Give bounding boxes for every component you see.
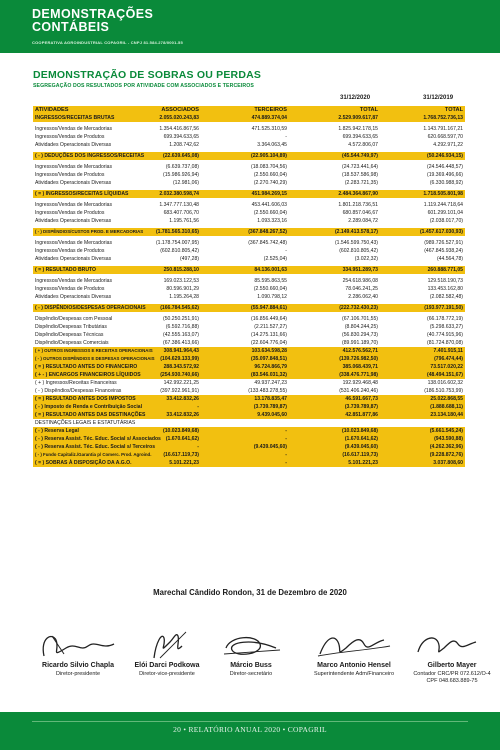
row-label: INGRESSOS/RECEITAS BRUTAS [35,115,115,121]
col-third-parties: 1.090.798,12 [257,294,287,300]
col-third-parties: (2.270.740,29) [253,180,287,186]
table-row [33,133,465,141]
row-label: ( - ) DISPÊNDIOS/CUSTOS PROD. E MERCADORIAS [35,229,144,234]
col-total-2020: (3.022,32) [354,256,378,262]
row-label: ( - ) Reserva Assist. Téc. Educ. Social s/ Terceiros [35,444,156,450]
table-row-highlight [33,266,465,274]
col-total-2019: (44.564,78) [436,256,463,262]
col-third-parties: (133.483.278,55) [248,388,287,394]
col-total-2019: (9.228.872,76) [429,452,463,458]
col-third-parties: - [285,436,287,442]
table-row-highlight [33,451,465,459]
table-row [33,315,465,323]
col-third-parties: 85.595.863,55 [254,278,287,284]
col-total-2020: (1.546.599.750,43) [334,240,378,246]
row-label: ( + ) Ingressos/Receitas Financeiras [35,380,117,386]
table-row [33,277,465,285]
row-label: Atividades Operacionais Diversas [35,180,112,186]
row-label: Atividades Operacionais Diversas [35,142,112,148]
signatory-2-name: Elói Darci Podkowa [134,662,200,669]
row-label: ( - ) DEDUÇÕES DOS INGRESSOS/RECEITAS [35,153,145,159]
row-label: Dispêndio/Despesas com Pessoal [35,316,113,322]
col-total-2019: (467.845.938,24) [424,248,463,254]
col-third-parties: (83.546.031,32) [251,372,287,378]
col-total-2020: (139.726.982,50) [339,356,378,362]
col-associates: (10.023.849,68) [163,428,199,434]
col-total-2019: 1.143.791.167,21 [423,126,463,132]
signatory-1-role: Diretor-presidente [55,671,101,677]
col-total-2020: 4.572.806,07 [348,142,378,148]
signatory-3-name: Márcio Buss [230,662,272,669]
col-third-parties: 9.439.045,60 [257,412,287,418]
row-label: ( = ) RESULTADO ANTES DOS IMPOSTOS [35,396,136,402]
col-associates: 1.195.761,56 [169,218,199,224]
col-associates: (12.981,06) [172,180,199,186]
col-associates: 5.101.221,23 [169,460,199,466]
col-total-2020: 192.929.468,48 [342,380,378,386]
col-third-parties: - [285,248,287,254]
col-header-third-parties: TERCEIROS [254,107,287,113]
col-total-2019: (2.038.017,70) [429,218,463,224]
col-associates: (104.629.133,99) [160,356,199,362]
col-total-2019: (193.977.191,50) [424,305,463,311]
col-total-2019: (24.546.448,57) [427,164,463,170]
signatory-5-role: Contador CRC/PR 072.612/O-4 [413,671,491,677]
header-title-line1: DEMONSTRAÇÕES [32,7,154,21]
col-total-2020: 1.825.942.178,15 [338,126,378,132]
col-total-2019: 1.718.505.801,98 [423,191,463,197]
col-total-2019: (943.590,88) [434,436,463,442]
section-subtitle: SEGREGAÇÃO DOS RESULTADOS POR ATIVIDADE COM ASSOCIADOS E TERCEIROS [33,83,254,89]
col-total-2019: (1.888.688,11) [430,404,463,410]
col-associates: (1.178.754.007,95) [155,240,199,246]
table-row [33,209,465,217]
col-third-parties: 84.136.001,63 [254,267,287,273]
row-label: ( - ) Fundo Capitaliz./Garantia p/ Comerc. Prod. Agroind. [35,452,152,457]
col-third-parties: 1.093.323,16 [257,218,287,224]
col-associates: 1.347.777.130,48 [159,202,199,208]
table-row [33,125,465,133]
row-label: DESTINAÇÕES LEGAIS E ESTATUTÁRIAS [35,420,136,426]
col-total-2020: (89.991.189,70) [342,340,378,346]
table-header-row [33,106,465,114]
col-third-parties: - [285,134,287,140]
table-row [33,247,465,255]
row-label: Ingressos/Vendas de Produtos [35,172,105,178]
col-total-2019: 25.022.868,55 [430,396,463,402]
table-row [33,379,465,387]
col-total-2020: (602.810.805,42) [339,248,378,254]
col-total-2019: 7.401.915,11 [433,348,463,354]
col-associates: (50.250.251,91) [163,316,199,322]
col-third-parties: 451.984.269,15 [251,191,287,197]
signatory-1-name: Ricardo Silvio Chapla [42,662,114,669]
col-third-parties: 13.178.835,47 [254,396,287,402]
signatory-3-role: Diretor-secretário [229,671,273,677]
col-associates: (166.784.545,62) [160,305,199,311]
signatory-5-cpf: CPF 048.683.889-75 [426,678,478,684]
col-third-parties: 96.724.866,79 [254,364,287,370]
table-row-highlight [33,443,465,451]
col-total-2020: 254.618.986,08 [342,278,378,284]
col-third-parties: (14.275.131,66) [251,332,287,338]
col-third-parties: (22.604.776,04) [251,340,287,346]
col-total-2020: (18.537.586,98) [342,172,378,178]
col-third-parties: (2.550.660,04) [253,286,287,292]
col-total-2020: 42.851.877,86 [345,412,378,418]
col-total-2019: 73.517.020,22 [430,364,463,370]
col-associates: (67.386.413,66) [163,340,199,346]
col-total-2019: 620.668.597,70 [427,134,463,140]
header-banner [0,0,500,53]
col-total-2020: (1.670.641,62) [344,436,378,442]
col-total-2019: (50.246.934,15) [427,153,463,159]
col-third-parties: (35.097.848,51) [251,356,287,362]
table-row-highlight [33,114,465,122]
col-third-parties: 103.634.598,28 [251,348,287,354]
col-total-2020: (222.732.430,23) [339,305,378,311]
col-total-2020: 680.857.046,67 [342,210,378,216]
col-total-2019: (989.726.527,91) [424,240,463,246]
row-label: Ingressos/Vendas de Produtos [35,134,105,140]
row-label: Dispêndio/Despesas Comerciais [35,340,109,346]
col-associates: 80.596.901,29 [166,286,199,292]
col-total-2020: (45.544.749,97) [342,153,378,159]
signatory-4-name: Marco Antonio Hensel [317,662,391,669]
table-row [33,331,465,339]
col-associates: - [197,404,199,410]
table-row-highlight [33,395,465,403]
col-associates: 308.941.964,43 [163,348,199,354]
col-total-2020: (24.723.441,64) [342,164,378,170]
col-associates: 288.343.572,92 [163,364,199,370]
col-associates: 250.815.288,10 [163,267,199,273]
col-third-parties: (18.083.704,56) [251,164,287,170]
col-associates: 699.394.633,65 [163,134,199,140]
row-label: Atividades Operacionais Diversas [35,256,112,262]
row-label: Dispêndio/Despesas Tributárias [35,324,107,330]
table-row-highlight [33,304,465,312]
col-total-2019: 4.292.971,22 [433,142,463,148]
col-total-2019: (2.082.582,48) [429,294,463,300]
row-label: Atividades Operacionais Diversas [35,218,112,224]
col-total-2019: (5.298.633,27) [429,324,463,330]
col-total-2019: (186.510.753,99) [424,388,463,394]
col-associates: (602.810.805,42) [160,248,199,254]
row-label: ( = ) INGRESSOS/RECEITAS LÍQUIDAS [35,191,129,197]
table-row-highlight [33,355,465,363]
table-row-highlight [33,435,465,443]
col-total-2020: (10.023.849,68) [342,428,378,434]
col-associates: (16.617.119,73) [163,452,199,458]
col-associates: 1.195.264,28 [169,294,199,300]
row-label: Ingressos/Vendas de Produtos [35,210,105,216]
footer-text: 20 • RELATÓRIO ANUAL 2020 • COPAGRIL [173,725,327,734]
row-label: Ingressos/Vendas de Produtos [35,286,105,292]
col-total-2020: 412.576.562,71 [342,348,378,354]
col-associates: (254.930.740,66) [160,372,199,378]
col-third-parties: (2.525,04) [263,256,287,262]
col-third-parties: 471.525.310,59 [251,126,287,132]
date-2020: 31/12/2020 [340,95,371,101]
date-header [33,95,465,104]
col-third-parties: 453.441.606,03 [251,202,287,208]
header-title-line2: CONTÁBEIS [32,20,110,34]
row-label: ( - ) OUTROS DISPÊNDIOS E DESPESAS OPERACIONAIS [35,356,155,361]
table-row [33,285,465,293]
col-total-2020: 699.394.633,65 [342,134,378,140]
col-total-2020: 78.046.241,25 [345,286,378,292]
col-total-2019: 3.037.808,60 [433,460,463,466]
col-total-2019: 1.768.752.736,13 [423,115,463,121]
col-associates: (6.639.737,08) [165,164,199,170]
table-row-highlight [33,228,465,236]
col-third-parties: (2.550.660,04) [253,172,287,178]
col-total-2019: (1.457.617.030,93) [419,229,463,235]
signatory-2-role: Diretor-vice-presidente [139,671,195,677]
col-associates: (397.922.961,91) [160,388,199,394]
col-third-parties: - [285,428,287,434]
col-third-parties: (55.947.884,61) [251,305,287,311]
signatory-4-role: Superintendente Adm/Financeiro [313,671,395,677]
col-total-2019: 1.119.244.718,64 [423,202,463,208]
table-row [33,141,465,149]
row-label: ( = ) SOBRAS À DISPOSIÇÃO DA A.G.O. [35,460,132,466]
table-row [33,163,465,171]
col-total-2020: 2.529.909.617,87 [338,115,378,121]
col-associates: (1.781.565.310,65) [155,229,199,235]
row-label: ( + - ) ENCARGOS FINANCEIROS LÍQUIDOS [35,372,141,378]
col-total-2020: 46.591.667,73 [345,396,378,402]
col-total-2020: (338.476.771,98) [339,372,378,378]
table-row-highlight [33,190,465,198]
table-row [33,179,465,187]
col-associates: - [197,444,199,450]
row-label: ( - ) Reserva Assist. Téc. Educ. Social s/ Associados [35,436,161,442]
row-label: Ingressos/Vendas de Mercadorias [35,202,113,208]
col-associates: 142.992.221,25 [163,380,199,386]
col-total-2020: (3.739.789,87) [344,404,378,410]
table-row [33,339,465,347]
col-third-parties: - [285,460,287,466]
table-row-highlight [33,403,465,411]
col-associates: (42.555.163,07) [163,332,199,338]
col-third-parties: (367.848.267,52) [248,229,287,235]
col-total-2019: 601.299.101,04 [427,210,463,216]
col-total-2020: (531.406.240,46) [339,388,378,394]
table-row [33,387,465,395]
col-total-2020: (9.439.045,60) [344,444,378,450]
table-row-highlight [33,411,465,419]
col-associates: (15.986.926,94) [163,172,199,178]
col-third-parties: 474.889.374,04 [251,115,287,121]
row-label: ( = ) RESULTADO BRUTO [35,267,96,273]
table-row [33,239,465,247]
col-associates: (497,28) [180,256,199,262]
col-header-associates: ASSOCIADOS [161,107,199,113]
col-total-2020: (2.149.413.578,17) [334,229,378,235]
col-total-2019: (19.369.496,66) [427,172,463,178]
col-total-2020: (2.283.721,35) [344,180,378,186]
col-total-2020: (16.617.119,73) [342,452,378,458]
col-associates: 33.412.832,26 [166,396,199,402]
table-row [33,323,465,331]
col-third-parties: (367.845.742,48) [248,240,287,246]
col-total-2019: (81.724.870,08) [427,340,463,346]
table-row-highlight [33,152,465,160]
col-associates: 1.208.742,62 [169,142,199,148]
col-total-2020: 2.484.364.867,90 [338,191,378,197]
footer-rule [32,721,468,722]
col-header-activities: ATIVIDADES [35,107,69,113]
results-table [33,106,465,467]
signature-3 [196,628,306,662]
row-label: ( - ) Dispêndios/Despesas Financeiras [35,388,122,394]
col-associates: (22.639.645,08) [163,153,199,159]
col-total-2019: (5.661.545,24) [429,428,463,434]
col-total-2020: 1.801.218.736,51 [338,202,378,208]
col-total-2020: 5.101.221,23 [348,460,378,466]
table-row [33,201,465,209]
table-row-highlight [33,371,465,379]
col-total-2019: (6.330.988,92) [429,180,463,186]
section-title: DEMONSTRAÇÃO DE SOBRAS OU PERDAS [33,69,262,81]
table-row-highlight [33,427,465,435]
row-label: Ingressos/Vendas de Mercadorias [35,278,113,284]
col-third-parties: (2.211.527,27) [254,324,287,330]
footer-banner [0,712,500,750]
col-total-2019: 138.016.602,32 [427,380,463,386]
col-header-total-2020: TOTAL [359,107,378,113]
col-total-2020: (67.106.701,55) [342,316,378,322]
col-associates: (6.592.716,88) [165,324,199,330]
col-total-2019: 129.518.190,73 [427,278,463,284]
row-label: Ingressos/Vendas de Mercadorias [35,240,113,246]
date-2019: 31/12/2019 [423,95,454,101]
col-total-2019: (48.494.151,67) [427,372,463,378]
row-label: Atividades Operacionais Diversas [35,294,112,300]
row-label: ( + ) OUTROS INGRESSOS E RECEITAS OPERACIONAIS [35,348,153,353]
row-label: Ingressos/Vendas de Mercadorias [35,126,113,132]
col-total-2019: 23.134.180,44 [430,412,463,418]
place-date: Marechal Cândido Rondon, 31 de Dezembro de 2020 [153,588,347,597]
row-label: ( = ) RESULTADO ANTES DAS DESTINAÇÕES [35,412,146,418]
row-label: Dispêndio/Despesas Técnicas [35,332,104,338]
col-associates: 1.354.416.867,56 [159,126,199,132]
table-row-highlight [33,459,465,467]
col-third-parties: (9.439.045,60) [253,444,287,450]
col-total-2019: 133.453.162,80 [427,286,463,292]
row-label: ( - ) DISPÊNDIOS/DESPESAS OPERACIONAIS [35,305,146,311]
col-third-parties: (2.550.660,04) [253,210,287,216]
table-row [33,171,465,179]
table-row-highlight [33,347,465,355]
col-total-2020: 2.286.062,40 [348,294,378,300]
row-label: ( - ) Imposto de Renda e Contribuição Social [35,404,142,410]
table-row [33,255,465,263]
col-third-parties: - [285,452,287,458]
row-label: Ingressos/Vendas de Mercadorias [35,164,113,170]
col-total-2020: 2.289.084,72 [348,218,378,224]
col-third-parties: (3.739.789,87) [253,404,287,410]
col-associates: 683.407.706,70 [163,210,199,216]
header-subtitle: COOPERATIVA AGROINDUSTRIAL COPAGRIL - CNPJ 81.584.278/0001-55 [32,40,183,45]
col-associates: 2.032.380.598,74 [159,191,199,197]
col-associates: (1.670.641,62) [165,436,199,442]
col-third-parties: 49.937.247,23 [254,380,287,386]
table-row [33,419,465,427]
table-row [33,217,465,225]
col-total-2019: 260.888.771,05 [427,267,463,273]
col-total-2019: (66.178.772,19) [427,316,463,322]
row-label: ( = ) RESULTADO ANTES DO FINANCEIRO [35,364,138,370]
col-total-2020: (8.804.244,25) [344,324,378,330]
col-total-2020: (56.830.294,73) [342,332,378,338]
table-row [33,293,465,301]
row-label: ( - ) Reserva Legal [35,428,79,434]
table-row-highlight [33,363,465,371]
col-total-2019: (796.474,44) [434,356,463,362]
signatory-5-name: Gilberto Mayer [427,662,477,669]
col-third-parties: 3.364.063,45 [257,142,287,148]
col-total-2019: (40.774.915,96) [427,332,463,338]
col-total-2020: 385.068.439,71 [342,364,378,370]
col-third-parties: (22.905.104,89) [251,153,287,159]
col-total-2020: 334.951.289,73 [342,267,378,273]
table-body [33,114,465,467]
col-header-total-2019: TOTAL [444,107,463,113]
col-total-2019: (4.262.362,96) [429,444,463,450]
signature-5 [388,628,498,662]
col-associates: 2.055.020.243,83 [159,115,199,121]
row-label: Ingressos/Vendas de Produtos [35,248,105,254]
col-third-parties: (16.856.449,64) [251,316,287,322]
col-associates: 33.412.832,26 [166,412,199,418]
col-associates: 169.023.122,53 [163,278,199,284]
